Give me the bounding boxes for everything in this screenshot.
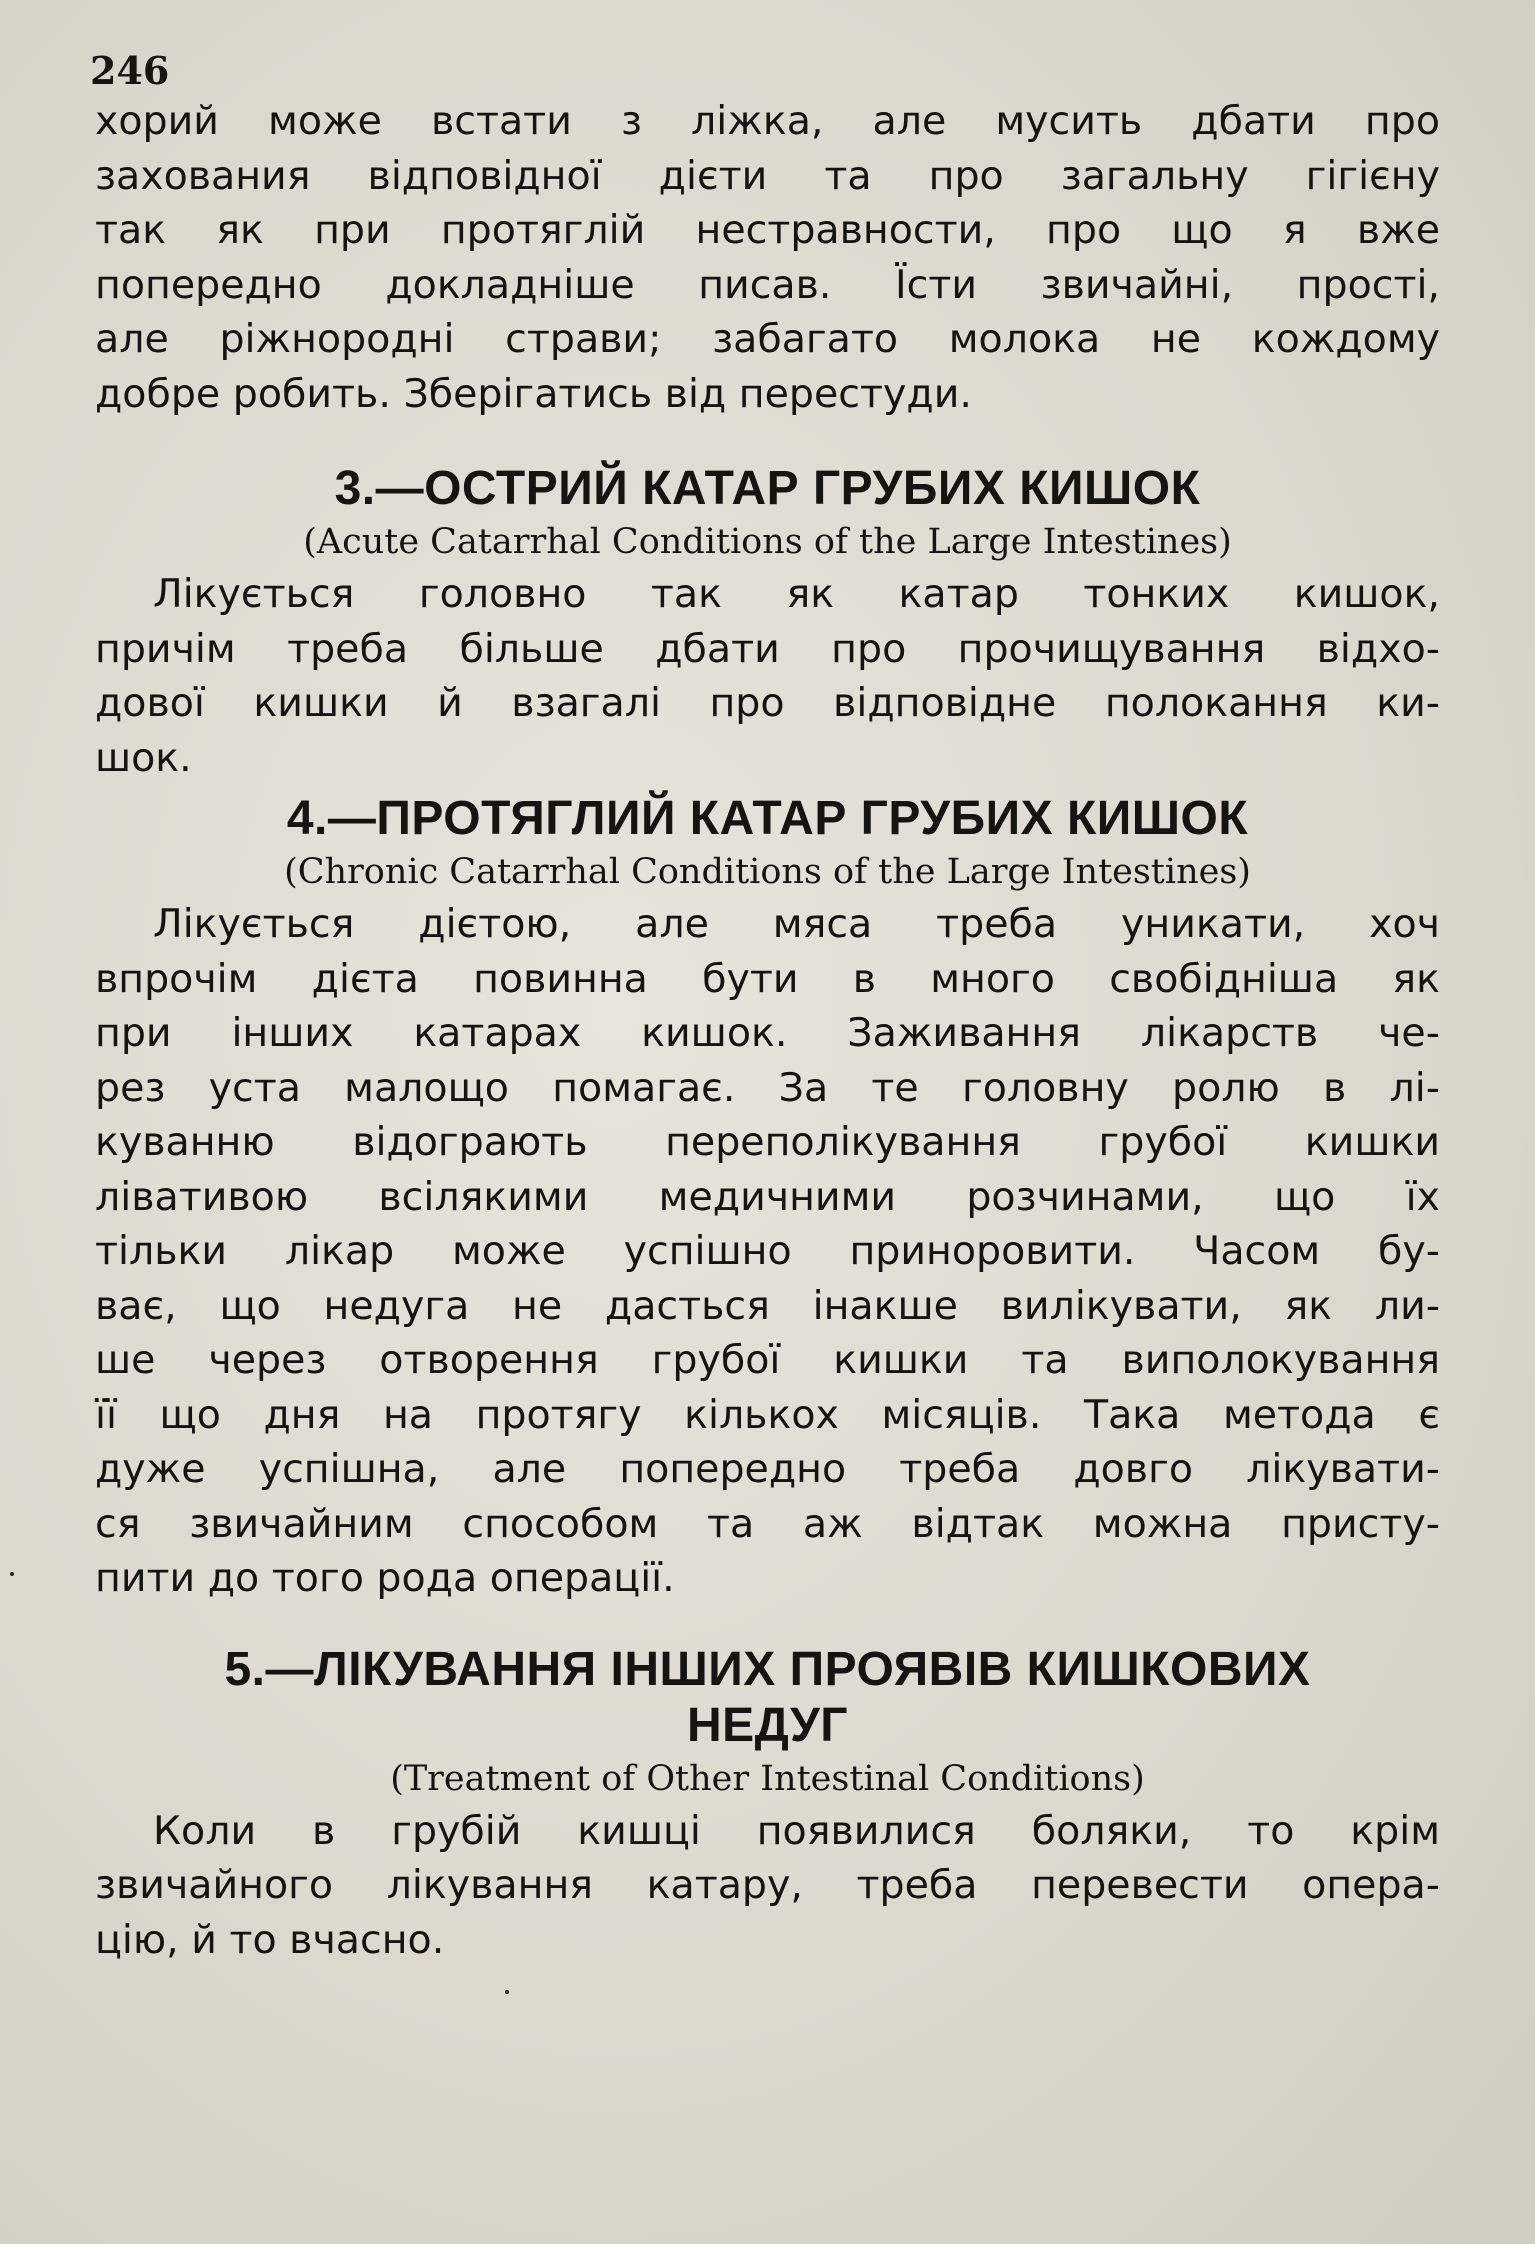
text-line: дової кишки й взагалі про відповідне полокання ки- <box>95 680 1440 726</box>
section-3-heading: 3.—ОСТРИЙ КАТАР ГРУБИХ КИШОК <box>334 462 1201 515</box>
text-line: дуже успішна, але попередно треба довго лікувати- <box>95 1446 1440 1492</box>
text-line: ше через отворення грубої кишки та виполокування <box>95 1337 1440 1383</box>
section-4-paragraph <box>95 897 1440 1606</box>
paper-speck <box>505 1990 509 1994</box>
text-line: захования відповідної дієти та про загальну гігієну <box>95 152 1440 199</box>
text-line: її що дня на протягу кількох місяців. Така метода є <box>95 1391 1440 1438</box>
text-line: Коли в грубій кишці появилися боляки, то крім <box>153 1807 1440 1854</box>
section-3 <box>95 461 1440 785</box>
section-5-paragraph <box>95 1804 1440 1968</box>
text-line: шок. <box>95 734 192 781</box>
text-line: звичайного лікування катару, треба перевести опера- <box>95 1862 1440 1908</box>
text-line: ває, що недуга не дасться інакше вилікувати, як ли- <box>95 1282 1440 1329</box>
text-line: Лікується головно так як катар тонких кишок, <box>153 571 1440 617</box>
text-line: попередно докладніше писав. Їсти звичайні, прості, <box>95 261 1440 308</box>
section-4-heading: 4.—ПРОТЯГЛИЙ КАТАР ГРУБИХ КИШОК <box>286 792 1249 845</box>
section-3-subheading: (Acute Catarrhal Conditions of the Large Intestines) <box>303 522 1232 562</box>
text-line: ся звичайним способом та аж відтак можна присту- <box>95 1500 1440 1547</box>
text-line: рез уста малощо помагає. За те головну ролю в лі- <box>95 1064 1440 1111</box>
text-line: причім треба більше дбати про прочищування відхо- <box>95 625 1440 672</box>
section-4 <box>95 791 1440 1606</box>
section-5 <box>95 1642 1440 1968</box>
section-5-subheading: (Treatment of Other Intestinal Conditions) <box>390 1758 1145 1799</box>
text-line: тільки лікар може успішно приноровити. Часом бу- <box>95 1228 1440 1274</box>
text-line: при інших катарах кишок. Заживання лікарств че- <box>95 1010 1440 1056</box>
text-line: пити до того рода операції. <box>95 1555 675 1601</box>
intro-paragraph <box>95 94 1440 421</box>
section-5-heading-line-1: 5.—ЛІКУВАННЯ ІНШИХ ПРОЯВІВ КИШКОВИХ <box>224 1642 1311 1696</box>
text-line: так як при протяглій нестравности, про що я вже <box>95 207 1440 253</box>
text-line: впрочім дієта повинна бути в много свобідніша як <box>95 955 1440 1002</box>
text-line: куванню відограють переполікування грубої кишки <box>95 1119 1440 1165</box>
section-4-subheading: (Chronic Catarrhal Conditions of the Large Intestines) <box>284 852 1251 892</box>
text-line: хорий може встати з ліжка, але мусить дбати про <box>95 98 1440 144</box>
text-line: цію, й то вчасно. <box>95 1916 445 1963</box>
section-3-paragraph <box>95 567 1440 785</box>
text-line: Лікується дієтою, але мяса треба уникати, хоч <box>153 901 1440 947</box>
section-5-heading-line-2: НЕДУГ <box>686 1698 849 1752</box>
paper-speck <box>10 1572 14 1576</box>
text-line: лівативою всілякими медичними розчинами, що їх <box>95 1173 1440 1220</box>
text-line: добре робить. Зберігатись від перестуди. <box>95 370 972 417</box>
page-number: 246 <box>90 48 170 93</box>
text-line: але ріжнородні страви; забагато молока не кождому <box>95 316 1440 362</box>
